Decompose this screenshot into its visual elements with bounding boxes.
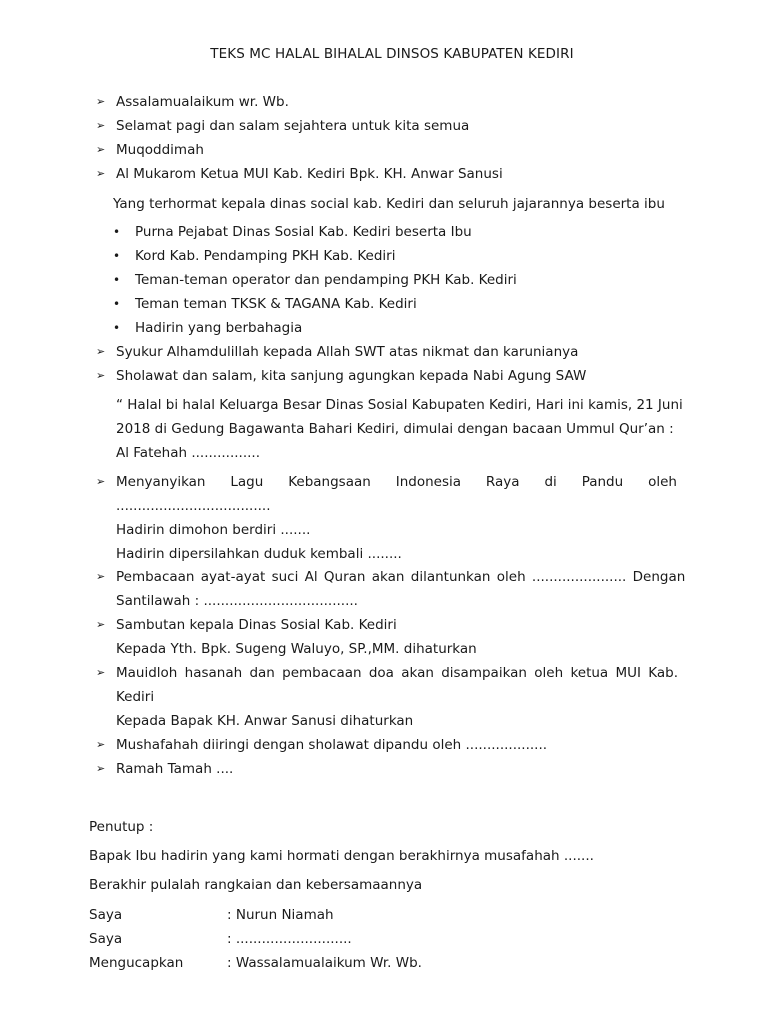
signoff-label: Mengucapkan [89,955,184,971]
arrow-icon: ➢ [96,119,106,132]
honor-item: Kord Kab. Pendamping PKH Kab. Kediri [135,248,396,264]
anthem-conductor: .................................... [116,498,271,514]
bullet-icon: • [113,297,121,311]
anthem-word: Kebangsaan [288,474,371,490]
mauidloh-to: Kepada Bapak KH. Anwar Sanusi dihaturkan [116,713,414,729]
anthem-word: Indonesia [395,474,462,490]
bullet-icon: • [113,321,121,335]
honor-intro: Yang terhormat kepala dinas social kab. Kediri dan seluruh jajarannya beserta ibu [113,196,665,212]
anthem-word: Pandu [581,474,624,490]
signoff-label: Saya [89,907,123,923]
arrow-icon: ➢ [96,369,106,382]
opening-line: Al Mukarom Ketua MUI Kab. Kediri Bpk. KH. Anwar Sanusi [116,166,503,182]
arrow-icon: ➢ [96,345,106,358]
arrow-icon: ➢ [96,143,106,156]
arrow-icon: ➢ [96,618,106,631]
opening-line: Assalamualaikum wr. Wb. [116,94,289,110]
arrow-icon: ➢ [96,762,106,775]
arrow-icon: ➢ [96,666,106,679]
stand-instruction: Hadirin dimohon berdiri ....... [116,522,311,538]
closing-line: Bapak Ibu hadirin yang kami hormati dengan berakhirnya musafahah ....... [89,848,594,864]
arrow-icon: ➢ [96,95,106,108]
signoff-label: Saya [89,931,123,947]
honor-item: Teman-teman operator dan pendamping PKH Kab. Kediri [135,272,517,288]
bullet-icon: • [113,249,121,263]
quran-line [116,568,686,586]
quote-line: 2018 di Gedung Bagawanta Bahari Kediri, dimulai dengan bacaan Ummul Qur’an : [116,421,674,437]
signoff-value: : ........................... [227,931,352,947]
arrow-icon: ➢ [96,167,106,180]
signoff-value: : Nurun Niamah [227,907,334,923]
gratitude-line: Syukur Alhamdulillah kepada Allah SWT atas nikmat dan karunianya [116,344,579,360]
anthem-word: di [544,474,557,490]
closing-heading: Penutup : [89,819,154,835]
opening-line: Selamat pagi dan salam sejahtera untuk kita semua [116,118,470,134]
honor-item: Purna Pejabat Dinas Sosial Kab. Kediri beserta Ibu [135,224,472,240]
closing-line: Berakhir pulalah rangkaian dan kebersamaannya [89,877,423,893]
ramah-tamah-line: Ramah Tamah .... [116,761,234,777]
honor-item: Hadirin yang berbahagia [135,320,303,336]
sit-instruction: Hadirin dipersilahkan duduk kembali ........ [116,546,402,562]
quote-line: “ Halal bi halal Keluarga Besar Dinas Sosial Kabupaten Kediri, Hari ini kamis, 21 Juni [116,397,683,413]
arrow-icon: ➢ [96,475,106,488]
signoff-value: : Wassalamualaikum Wr. Wb. [227,955,422,971]
anthem-word: Menyanyikan [116,474,206,490]
anthem-word: oleh [648,474,677,490]
anthem-line [116,473,677,491]
quran-santilawah: Santilawah : .................................... [116,593,358,609]
mushafahah-line: Mushafahah diiringi dengan sholawat dipandu oleh ................... [116,737,548,753]
arrow-icon: ➢ [96,738,106,751]
mauidloh-line: Kediri [116,689,155,705]
quran-text: Pembacaan ayat-ayat suci Al Quran akan dilantunkan oleh ...................... Dengan [116,569,686,585]
speech-to: Kepada Yth. Bpk. Sugeng Waluyo, SP.,MM. dihaturkan [116,641,477,657]
honor-item: Teman teman TKSK & TAGANA Kab. Kediri [135,296,417,312]
quote-line: Al Fatehah ................ [116,445,261,461]
gratitude-line: Sholawat dan salam, kita sanjung agungkan kepada Nabi Agung SAW [116,368,587,384]
anthem-word: Raya [485,474,520,490]
speech-line: Sambutan kepala Dinas Sosial Kab. Kediri [116,617,397,633]
page-title: TEKS MC HALAL BIHALAL DINSOS KABUPATEN KEDIRI [210,46,574,62]
bullet-icon: • [113,273,121,287]
bullet-icon: • [113,225,121,239]
arrow-icon: ➢ [96,570,106,583]
anthem-word: Lagu [230,474,264,490]
mauidloh-line: Mauidloh hasanah dan pembacaan doa akan disampaikan oleh ketua MUI Kab. [116,665,679,681]
opening-line: Muqoddimah [116,142,204,158]
